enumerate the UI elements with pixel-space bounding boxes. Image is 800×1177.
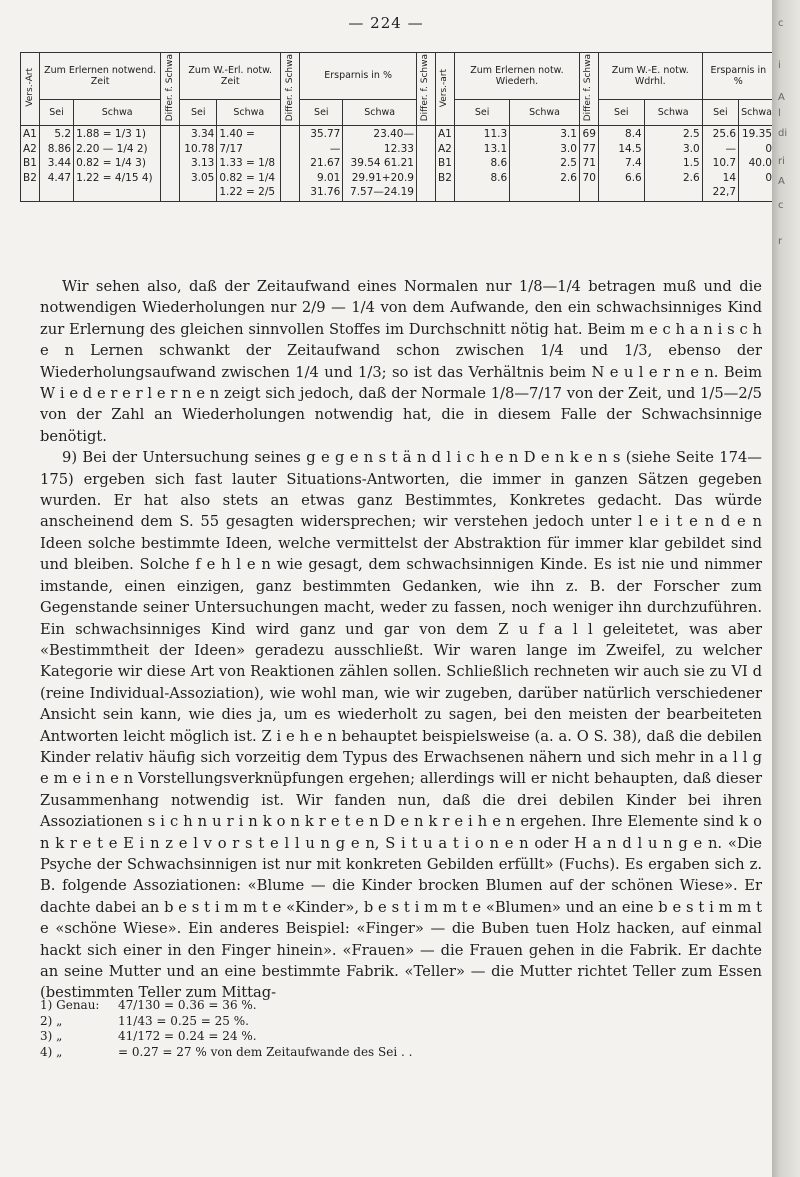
sub-rep-sei: Sei [454, 99, 509, 125]
sub-wer-sei: Sei [180, 99, 217, 125]
table-cell: A1 A2 B1 B2 [21, 126, 40, 202]
table-cell: 3.1 3.0 2.5 2.6 [510, 126, 580, 202]
col-rep-diff: Differ. f. Schwa [579, 53, 598, 126]
page-number: — 224 — [348, 14, 424, 32]
col-rep: Zum Erlernen notw. Wiederh. [454, 53, 579, 100]
edge-letter: r [778, 236, 783, 247]
footnote: 3) „ 41/172 = 0.24 = 24 %. [40, 1029, 257, 1043]
table-cell [281, 126, 300, 202]
sub-save-schwa: Schwa [343, 99, 417, 125]
col-wer-diff: Differ. f. Schwa [281, 53, 300, 126]
edge-letter: di [778, 128, 788, 139]
table-cell: 5.2 8.86 3.44 4.47 [40, 126, 74, 202]
col-wer: Zum W.-Erl. notw. Zeit [180, 53, 281, 100]
footnote: 2) „ 11/43 = 0.25 = 25 %. [40, 1013, 249, 1028]
sub-save2-sei: Sei [702, 99, 738, 125]
table-cell: 8.4 14.5 7.4 6.6 [598, 126, 644, 202]
table-cell: 11.3 13.1 8.6 8.6 [454, 126, 509, 202]
table-cell: 69 77 71 70 [579, 126, 598, 202]
table-cell: 35.77 —21.67 9.01 31.76 [300, 126, 343, 202]
edge-letter: ri [778, 156, 785, 167]
sub-wer-schwa: Schwa [217, 99, 281, 125]
col-art: Vers.-Art [21, 53, 40, 126]
table-cell: 19.35 0 40.0 0 [739, 126, 775, 202]
sub-save-sei: Sei [300, 99, 343, 125]
col-wrep: Zum W.-E. notw. Wdrhl. [598, 53, 702, 100]
col-art2: Vers.-art [435, 53, 454, 126]
table-cell [161, 126, 180, 202]
sub-learn-schwa: Schwa [74, 99, 161, 125]
table-cell: 25.6 —10.7 14 22,7 [702, 126, 738, 202]
footnote: 1) Genau: 47/130 = 0.36 = 36 %. [40, 998, 257, 1012]
sub-rep-schwa: Schwa [510, 99, 580, 125]
col-learn: Zum Erlernen notwend. Zeit [40, 53, 161, 100]
sub-learn-sei: Sei [40, 99, 74, 125]
footnote: 4) „ = 0.27 = 27 % von dem Zeitaufwande des Sei . . [40, 1044, 413, 1059]
col-learn-diff: Differ. f. Schwa [161, 53, 180, 126]
table-cell: 1.88 = 1/3 1) 2.20 — 1/4 2) 0.82 = 1/4 3) 1.22 = 4/15 4) [74, 126, 161, 202]
data-table [20, 52, 775, 202]
table-cell: 2.5 3.0 1.5 2.6 [644, 126, 702, 202]
body-text [40, 276, 762, 1004]
adjacent-page-edge [772, 0, 800, 1177]
table-body-row [21, 126, 775, 202]
edge-letter: i [778, 60, 781, 71]
table-cell: 3.34 10.78 3.13 3.05 [180, 126, 217, 202]
col-save-diff: Differ. f. Schwa [416, 53, 435, 126]
table-cell [416, 126, 435, 202]
footnotes [40, 998, 760, 1060]
edge-letter: A [778, 176, 785, 187]
paragraph: 9) Bei der Untersuchung seines g e g e n s t ä n d l i c h e n D e n k e n s (siehe Seite 174—175) ergeben sich fast lauter Situations-Antworten, die immer in ganzen Sätzen gegeben wurden. Er hat also stets an etwas ganz Bestimmtes, Konkretes gedacht. Das würde anscheinend dem S. 55 gesagten widersprechen; wir verstehen jedoch unter l e i t e n d e n Ideen solche bestimmte Ideen, welche vermittelst der Abstraktion für immer klar gebildet sind und bleiben. Solche f e h l e n wie gesagt, dem schwachsinnigen Kinde. Es ist nie und nimmer imstande, einen einzigen, ganz bestimmten Gedanken, wie ihn z. B. der Forscher zum Gegenstande seiner Untersuchungen macht, weder zu fassen, noch weniger ihn durchzuführen. Ein schwachsinniges Kind wird ganz und gar von dem Z u f a l l geleitetet, was aber «Bestimmtheit der Ideen» geradezu ausschließt. Wir waren lange im Zweifel, zu welcher Kategorie wir diese Art von Reaktionen zählen sollen. Schließlich rechneten wir auch sie zu VI d (reine Individual-Assoziation), wie wohl man, wie wir zugeben, darüber natürlich verschiedener Ansicht sein kann, wie dies ja, um es wiederholt zu sagen, bei den meisten der bearbeiteten Antworten leicht möglich ist. Z i e h e n behauptet beispielsweise (a. a. O S. 38), daß die debilen Kinder relativ häufig sich vorzeitig dem Typus des Erwachsenen nähern und sich mehr in a l l g e m e i n e n Vorstellungsverknüpfungen ergehen; allerdings will er nicht behaupten, daß dieser Zusammenhang notwendig ist. Wir fanden nun, daß die drei debilen Kinder bei ihren Assoziationen s i c h n u r i n k o n k r e t e n D e n k r e i h e n ergehen. Ihre Elemente sind k o n k r e t e E i n z e l v o r s t e l l u n g e n, S i t u a t i o n e n oder H a n d l u n g e n. «Die Psyche der Schwachsinnigen ist nur mit konkreten Gebilden erfüllt» (Fuchs). Es ergaben sich z. B. folgende Assoziationen: «Blume — die Kinder brocken Blumen auf der schönen Wiese». Er dachte dabei an b e s t i m m t e «Kinder», b e s t i m m t e «Blumen» und an eine b e s t i m m t e «schöne Wiese». Ein anderes Beispiel: «Finger» — die Buben tuen Holz hacken, auf einmal hackt sich einer in den Finger hinein». «Frauen» — die Frauen gehen in die Fabrik. Er dachte an seine Mutter und an eine bestimmte Fabrik. «Teller» — die Mutter richtet Teller zum Essen (bestimmten Teller zum Mittag- [40, 449, 762, 1002]
table-cell: A1 A2 B1 B2 [435, 126, 454, 202]
sub-wrep-schwa: Schwa [644, 99, 702, 125]
edge-letter: A [778, 92, 785, 103]
sub-save2-schwa: Schwa [739, 99, 775, 125]
table-cell: 23.40—12.33 39.54 61.21 29.91+20.9 7.57—24.19 [343, 126, 417, 202]
paragraph: Wir sehen also, daß der Zeitaufwand eines Normalen nur 1/8—1/4 betragen muß und die notwendigen Wiederholungen nur 2/9 — 1/4 von dem Aufwande, den ein schwachsinniges Kind zur Erlernung des gleichen sinnvollen Stoffes im Durchschnitt nötig hat. Beim m e c h a n i s c h e n Lernen schwankt der Zeitaufwand schon zwischen 1/4 und 1/3, ebenso der Wiederholungsaufwand zwischen 1/4 und 1/3; so ist das Verhältnis beim N e u l e r n e n. Beim W i e d e r e r l e r n e n zeigt sich jedoch, daß der Normale 1/8—7/17 von der Zeit, und 1/5—2/5 von der Zahl an Wiederholungen notwendig hat, die in diesem Falle der Schwachsinnige benötigt. [40, 278, 762, 445]
col-save2: Ersparnis in % [702, 53, 774, 100]
table-cell: 1.40 = 7/17 1.33 = 1/8 0.82 = 1/4 1.22 = 2/5 [217, 126, 281, 202]
sub-wrep-sei: Sei [598, 99, 644, 125]
col-save: Ersparnis in % [300, 53, 417, 100]
edge-letter: c [778, 200, 784, 211]
edge-letter: c [778, 18, 784, 29]
edge-letter: l [778, 108, 781, 119]
